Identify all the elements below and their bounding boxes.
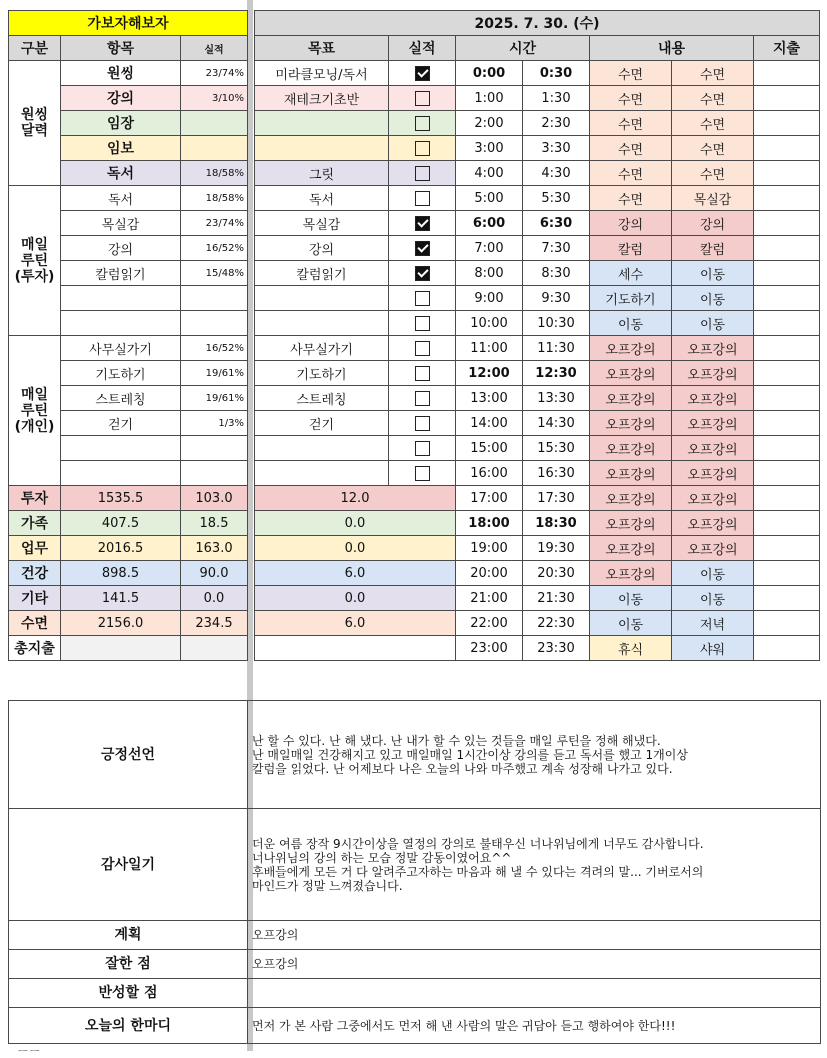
item-name: 목실감 [61,211,181,236]
content-b[interactable]: 강의 [672,211,754,236]
item-name: 강의 [61,236,181,261]
header-result: 실적 [181,36,248,61]
goal-cell[interactable]: 기도하기 [255,361,389,386]
oneword-text[interactable]: 먼저 가 본 사람 그중에서도 먼저 해 낸 사람의 말은 귀담아 듣고 행하여야 한다!!! [248,1008,821,1044]
good-label: 잘한 점 [9,950,248,979]
time-end: 12:30 [523,361,590,386]
summary-label: 수면 [9,611,61,636]
expense-cell[interactable] [754,211,820,236]
item-stat: 19/61% [181,386,248,411]
expense-cell[interactable] [754,461,820,486]
time-end: 15:30 [523,436,590,461]
summary-value [181,636,248,661]
header-category: 구분 [9,36,61,61]
expense-cell[interactable] [754,136,820,161]
goal-cell[interactable]: 칼럼읽기 [255,261,389,286]
content-a[interactable]: 세수 [590,261,672,286]
time-start: 8:00 [456,261,523,286]
expense-cell[interactable] [754,511,820,536]
summary-goal: 6.0 [255,561,456,586]
summary-label: 투자 [9,486,61,511]
header-expense: 지출 [754,36,820,61]
header-time: 시간 [456,36,590,61]
content-a[interactable]: 오프강의 [590,336,672,361]
affirm-label: 긍정선언 [9,701,248,809]
result-checkbox-cell[interactable] [389,61,456,86]
item-name [61,461,181,486]
content-b[interactable]: 이동 [672,286,754,311]
result-checkbox-cell[interactable] [389,336,456,361]
footer-cut-text: ㅡㅡ [18,1047,42,1058]
content-a[interactable]: 오프강의 [590,461,672,486]
time-start: 1:00 [456,86,523,111]
summary-value: 103.0 [181,486,248,511]
reflect-text[interactable] [248,979,821,1008]
expense-cell[interactable] [754,311,820,336]
expense-cell[interactable] [754,611,820,636]
content-b[interactable]: 수면 [672,86,754,111]
content-b[interactable]: 목실감 [672,186,754,211]
content-b[interactable]: 이동 [672,261,754,286]
summary-goal: 0.0 [255,536,456,561]
expense-cell[interactable] [754,161,820,186]
time-start: 19:00 [456,536,523,561]
content-a[interactable]: 강의 [590,211,672,236]
checkbox-icon[interactable] [415,166,430,181]
time-start: 18:00 [456,511,523,536]
summary-value: 0.0 [181,586,248,611]
time-end: 22:30 [523,611,590,636]
expense-cell[interactable] [754,636,820,661]
content-a[interactable]: 수면 [590,111,672,136]
summary-total [61,636,181,661]
time-start: 6:00 [456,211,523,236]
summary-value: 163.0 [181,536,248,561]
expense-cell[interactable] [754,286,820,311]
result-checkbox-cell[interactable] [389,211,456,236]
item-name: 강의 [61,86,181,111]
checkbox-icon[interactable] [415,266,430,281]
summary-goal: 0.0 [255,586,456,611]
content-b[interactable]: 샤워 [672,636,754,661]
content-a[interactable]: 이동 [590,311,672,336]
goal-cell[interactable]: 미라클모닝/독서 [255,61,389,86]
time-end: 23:30 [523,636,590,661]
time-end: 20:30 [523,561,590,586]
content-a[interactable]: 이동 [590,611,672,636]
checkbox-icon[interactable] [415,191,430,206]
result-checkbox-cell[interactable] [389,286,456,311]
gratitude-text[interactable]: 더운 여름 장작 9시간이상을 열정의 강의로 불태우신 너나위님에게 너무도 감사합니다. 너나위님의 강의 하는 모습 정말 감동이였어요^^ 후배들에게 모든 거 다 알려주고자하는 마음과 해 낼 수 있다는 격려의 말... 기버로서의 마인드가 정말 느껴졌습니다. [248,809,821,921]
content-b[interactable]: 오프강의 [672,361,754,386]
content-a[interactable]: 기도하기 [590,286,672,311]
content-b[interactable]: 칼럼 [672,236,754,261]
checkbox-icon[interactable] [415,141,430,156]
summary-label: 업무 [9,536,61,561]
time-end: 21:30 [523,586,590,611]
result-checkbox-cell[interactable] [389,436,456,461]
checkbox-icon[interactable] [415,341,430,356]
summary-total: 2156.0 [61,611,181,636]
item-name: 원씽 [61,61,181,86]
goal-cell[interactable] [255,111,389,136]
time-end: 5:30 [523,186,590,211]
content-b[interactable]: 오프강의 [672,536,754,561]
time-end: 0:30 [523,61,590,86]
time-start: 16:00 [456,461,523,486]
reflect-label: 반성할 점 [9,979,248,1008]
summary-label: 가족 [9,511,61,536]
content-a[interactable]: 오프강의 [590,536,672,561]
content-a[interactable]: 휴식 [590,636,672,661]
expense-cell[interactable] [754,361,820,386]
goal-cell[interactable]: 목실감 [255,211,389,236]
item-stat: 15/48% [181,261,248,286]
expense-cell[interactable] [754,86,820,111]
content-a[interactable]: 오프강의 [590,386,672,411]
goal-cell[interactable]: 걷기 [255,411,389,436]
content-a[interactable]: 수면 [590,136,672,161]
checkbox-icon[interactable] [415,66,430,81]
expense-cell[interactable] [754,586,820,611]
date-header: 2025. 7. 30. (수) [255,11,820,36]
summary-total: 141.5 [61,586,181,611]
item-stat: 3/10% [181,86,248,111]
time-end: 8:30 [523,261,590,286]
goal-cell[interactable]: 독서 [255,186,389,211]
item-stat: 23/74% [181,61,248,86]
item-stat [181,136,248,161]
item-name: 칼럼읽기 [61,261,181,286]
header-item: 항목 [61,36,181,61]
content-a[interactable]: 오프강의 [590,361,672,386]
content-a[interactable]: 오프강의 [590,411,672,436]
goal-cell[interactable]: 재테크기초반 [255,86,389,111]
item-name [61,311,181,336]
item-stat [181,111,248,136]
checkbox-icon[interactable] [415,416,430,431]
good-text[interactable]: 오프강의 [248,950,821,979]
item-name [61,436,181,461]
item-stat [181,311,248,336]
item-name: 스트레칭 [61,386,181,411]
summary-goal [255,636,456,661]
plan-label: 계획 [9,921,248,950]
content-b[interactable]: 수면 [672,161,754,186]
time-start: 12:00 [456,361,523,386]
time-start: 14:00 [456,411,523,436]
result-checkbox-cell[interactable] [389,411,456,436]
category-wonssing: 원씽 달력 [9,61,61,186]
time-start: 5:00 [456,186,523,211]
time-start: 15:00 [456,436,523,461]
time-end: 18:30 [523,511,590,536]
content-b[interactable]: 오프강의 [672,461,754,486]
item-stat: 19/61% [181,361,248,386]
result-checkbox-cell[interactable] [389,86,456,111]
time-end: 13:30 [523,386,590,411]
content-a[interactable]: 수면 [590,86,672,111]
item-name: 독서 [61,161,181,186]
time-end: 16:30 [523,461,590,486]
expense-cell[interactable] [754,411,820,436]
plan-text[interactable]: 오프강의 [248,921,821,950]
summary-label: 건강 [9,561,61,586]
expense-cell[interactable] [754,561,820,586]
result-checkbox-cell[interactable] [389,361,456,386]
time-end: 2:30 [523,111,590,136]
item-name: 독서 [61,186,181,211]
goal-cell[interactable] [255,136,389,161]
time-end: 9:30 [523,286,590,311]
expense-cell[interactable] [754,386,820,411]
goal-cell[interactable] [255,461,389,486]
content-b[interactable]: 오프강의 [672,511,754,536]
summary-total: 2016.5 [61,536,181,561]
content-b[interactable]: 오프강의 [672,386,754,411]
title-cell: 가보자해보자 [9,11,248,36]
expense-cell[interactable] [754,536,820,561]
time-start: 22:00 [456,611,523,636]
item-stat: 1/3% [181,411,248,436]
header-content: 내용 [590,36,754,61]
item-name: 임보 [61,136,181,161]
expense-cell[interactable] [754,111,820,136]
time-end: 10:30 [523,311,590,336]
time-start: 17:00 [456,486,523,511]
goal-cell[interactable]: 강의 [255,236,389,261]
expense-cell[interactable] [754,261,820,286]
content-b[interactable]: 오프강의 [672,411,754,436]
content-b[interactable]: 이동 [672,561,754,586]
time-start: 2:00 [456,111,523,136]
checkbox-icon[interactable] [415,216,430,231]
goal-cell[interactable] [255,436,389,461]
checkbox-icon[interactable] [415,441,430,456]
category-routine-invest: 매일 루틴 (투자) [9,186,61,336]
result-checkbox-cell[interactable] [389,261,456,286]
item-stat: 23/74% [181,211,248,236]
content-a[interactable]: 오프강의 [590,511,672,536]
content-a[interactable]: 오프강의 [590,561,672,586]
result-checkbox-cell[interactable] [389,111,456,136]
item-stat [181,436,248,461]
time-start: 3:00 [456,136,523,161]
time-start: 20:00 [456,561,523,586]
item-name: 사무실가기 [61,336,181,361]
checkbox-icon[interactable] [415,366,430,381]
oneword-label: 오늘의 한마디 [9,1008,248,1044]
content-b[interactable]: 수면 [672,61,754,86]
time-end: 11:30 [523,336,590,361]
checkbox-icon[interactable] [415,291,430,306]
summary-value: 234.5 [181,611,248,636]
content-b[interactable]: 오프강의 [672,436,754,461]
item-name [61,286,181,311]
expense-cell[interactable] [754,186,820,211]
left-table [8,10,248,661]
time-start: 9:00 [456,286,523,311]
checkbox-icon[interactable] [415,391,430,406]
time-end: 6:30 [523,211,590,236]
time-start: 13:00 [456,386,523,411]
time-end: 17:30 [523,486,590,511]
content-b[interactable]: 수면 [672,136,754,161]
result-checkbox-cell[interactable] [389,186,456,211]
item-name: 기도하기 [61,361,181,386]
checkbox-icon[interactable] [415,466,430,481]
content-b[interactable]: 이동 [672,311,754,336]
content-b[interactable]: 저녁 [672,611,754,636]
result-checkbox-cell[interactable] [389,461,456,486]
item-stat: 18/58% [181,161,248,186]
checkbox-icon[interactable] [415,241,430,256]
time-start: 10:00 [456,311,523,336]
item-stat: 16/52% [181,236,248,261]
content-a[interactable]: 수면 [590,186,672,211]
content-b[interactable]: 이동 [672,586,754,611]
item-stat: 16/52% [181,336,248,361]
summary-label: 총지출 [9,636,61,661]
expense-cell[interactable] [754,436,820,461]
time-start: 11:00 [456,336,523,361]
expense-cell[interactable] [754,61,820,86]
result-checkbox-cell[interactable] [389,161,456,186]
goal-cell[interactable]: 그릿 [255,161,389,186]
result-checkbox-cell[interactable] [389,386,456,411]
time-start: 4:00 [456,161,523,186]
content-a[interactable]: 오프강의 [590,486,672,511]
content-b[interactable]: 오프강의 [672,486,754,511]
summary-value: 18.5 [181,511,248,536]
item-name: 걷기 [61,411,181,436]
summary-goal: 6.0 [255,611,456,636]
time-start: 21:00 [456,586,523,611]
result-checkbox-cell[interactable] [389,136,456,161]
item-stat [181,461,248,486]
content-b[interactable]: 오프강의 [672,336,754,361]
content-a[interactable]: 칼럼 [590,236,672,261]
item-name: 임장 [61,111,181,136]
category-routine-personal: 매일 루틴 (개인) [9,336,61,486]
checkbox-icon[interactable] [415,316,430,331]
goal-cell[interactable] [255,286,389,311]
time-end: 14:30 [523,411,590,436]
result-checkbox-cell[interactable] [389,311,456,336]
item-stat [181,286,248,311]
summary-value: 90.0 [181,561,248,586]
content-a[interactable]: 수면 [590,161,672,186]
time-start: 23:00 [456,636,523,661]
item-stat: 18/58% [181,186,248,211]
gratitude-label: 감사일기 [9,809,248,921]
header-goal: 목표 [255,36,389,61]
goal-cell[interactable]: 스트레칭 [255,386,389,411]
right-table [254,10,820,661]
expense-cell[interactable] [754,486,820,511]
summary-total: 1535.5 [61,486,181,511]
goal-cell[interactable]: 사무실가기 [255,336,389,361]
checkbox-icon[interactable] [415,91,430,106]
content-b[interactable]: 수면 [672,111,754,136]
content-a[interactable]: 오프강의 [590,436,672,461]
content-a[interactable]: 이동 [590,586,672,611]
time-end: 1:30 [523,86,590,111]
journal-table [8,700,821,1044]
time-start: 0:00 [456,61,523,86]
header-result: 실적 [389,36,456,61]
time-start: 7:00 [456,236,523,261]
result-checkbox-cell[interactable] [389,236,456,261]
summary-goal: 0.0 [255,511,456,536]
time-end: 19:30 [523,536,590,561]
time-end: 4:30 [523,161,590,186]
expense-cell[interactable] [754,236,820,261]
affirm-text[interactable]: 난 할 수 있다. 난 해 냈다. 난 내가 할 수 있는 것들을 매일 루틴을 정해 해냈다. 난 매일매일 건강해지고 있고 매일매일 1시간이상 강의를 듣고 독서를 했고 1개이상 칼럼을 읽었다. 난 어제보다 나은 오늘의 나와 마주했고 계속 성장해 나가고 있다. [248,701,821,809]
time-end: 7:30 [523,236,590,261]
summary-total: 898.5 [61,561,181,586]
goal-cell[interactable] [255,311,389,336]
expense-cell[interactable] [754,336,820,361]
checkbox-icon[interactable] [415,116,430,131]
content-a[interactable]: 수면 [590,61,672,86]
summary-goal: 12.0 [255,486,456,511]
summary-total: 407.5 [61,511,181,536]
time-end: 3:30 [523,136,590,161]
summary-label: 기타 [9,586,61,611]
